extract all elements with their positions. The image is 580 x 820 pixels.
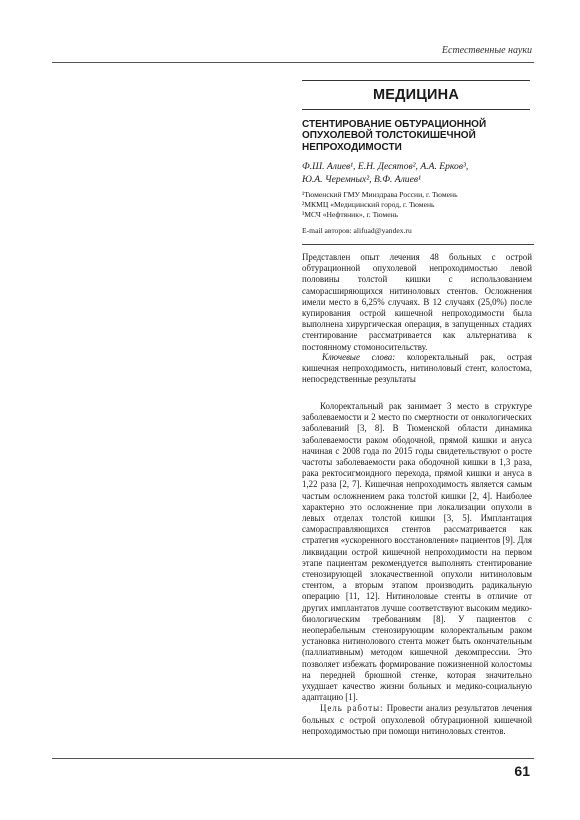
affiliations — [302, 190, 534, 220]
goal-label: Цель работы: — [320, 703, 384, 714]
body-text — [302, 401, 532, 737]
author-email: E-mail авторов: alifuad@yandex.ru — [302, 226, 412, 235]
authors — [302, 161, 534, 186]
affiliation-1: ¹Тюменский ГМУ Минздрава России, г. Тюмень — [302, 190, 458, 199]
body-paragraph-goal — [302, 703, 532, 737]
page-number: 61 — [514, 763, 530, 779]
affiliation-2: ²МКМЦ «Медицинский город, г. Тюмень — [302, 200, 435, 209]
running-head: Естественные науки — [441, 45, 532, 56]
goal-text: Провести анализ результатов лечения больных с острой опухолевой обтурационной кишечной непроходимостью при помощи нитиноловых стентов. — [302, 703, 532, 736]
keywords-label: Ключевые слова: — [322, 352, 396, 362]
section-band — [302, 80, 530, 110]
body-paragraph-1: Колоректальный рак занимает 3 место в структуре заболеваемости и 2 место по смертности от онкологических заболеваний [3, 8]. В Тюменской области динамика заболеваемости раком ободочной, прямой кишки и ануса начиная с 2008 года по 2015 годы свидетельствуют о росте частоты заболеваемости рака ободочной кишки в 1,3 раза, рака ректосигмоидного перехода, прямой кишки и ануса в 1,22 раза [2, 7]. Кишечная непроходимость является самым частым осложнением рака толстой кишки [2, 4]. Наиболее характерно это осложнение при локализации опухоли в левых отделах толстой кишки [3, 5]. Имплантация саморасправляющихся стентов рассматривается как стратегия «ускоренного восстановления» пациентов [9]. Для ликвидации острой кишечной непроходимости на первом этапе пациентам рекомендуется выполнять стентирование стенозирующей злокачественной опухоли нитиноловым стентом, а вторым этапом производить радикальную операцию [11, 12]. Нитиноловые стенты в отличие от других имплантатов лучше соответствуют высоким медико-биологическим требованиям [8]. У пациентов с неоперабельным стенозирующим колоректальным раком установка нитинолового стента может быть окончательным (паллиативным) методом кишечной декомпрессии. Это позволяет избежать формирование пожизненной колостомы на передней брюшной стенке, которая значительно ухудшает качество жизни больных и медико-социальную адаптацию [1]. — [302, 401, 532, 703]
affiliation-3: ³МСЧ «Нефтяник», г. Тюмень — [302, 210, 399, 219]
abstract: Представлен опыт лечения 48 больных с острой обтурационной опухолевой непроходимостью левой половины толстой кишки с использованием саморасширяющихся нитиноловых стентов. Осложнения имели место в 6,25% случаях. В 12 случаях (25,0%) после купирования острой кишечной непроходимости была выполнена хирургическая операция, в запущенных стадиях стентирование рассматривается как альтернатива к постоянному стомоносительству. — [302, 252, 532, 352]
article-title: СТЕНТИРОВАНИЕ ОБТУРАЦИОННОЙ ОПУХОЛЕВОЙ ТОЛСТОКИШЕЧНОЙ НЕПРОХОДИМОСТИ — [302, 119, 487, 153]
keywords-text: колоректальный рак, острая кишечная непроходимость, нитиноловый стент, колостома, непосредственные результаты — [302, 352, 532, 385]
keywords — [302, 352, 532, 386]
authors-line-1: Ф.Ш. Алиев¹, Е.Н. Десятов², А.А. Ерков³, — [302, 161, 469, 172]
footer-rule — [52, 758, 534, 759]
authors-line-2: Ю.А. Черемных², В.Ф. Алиев¹ — [302, 173, 421, 185]
abstract-rule — [302, 244, 534, 245]
section-title: МЕДИЦИНА — [372, 87, 460, 103]
header-rule — [52, 62, 534, 63]
